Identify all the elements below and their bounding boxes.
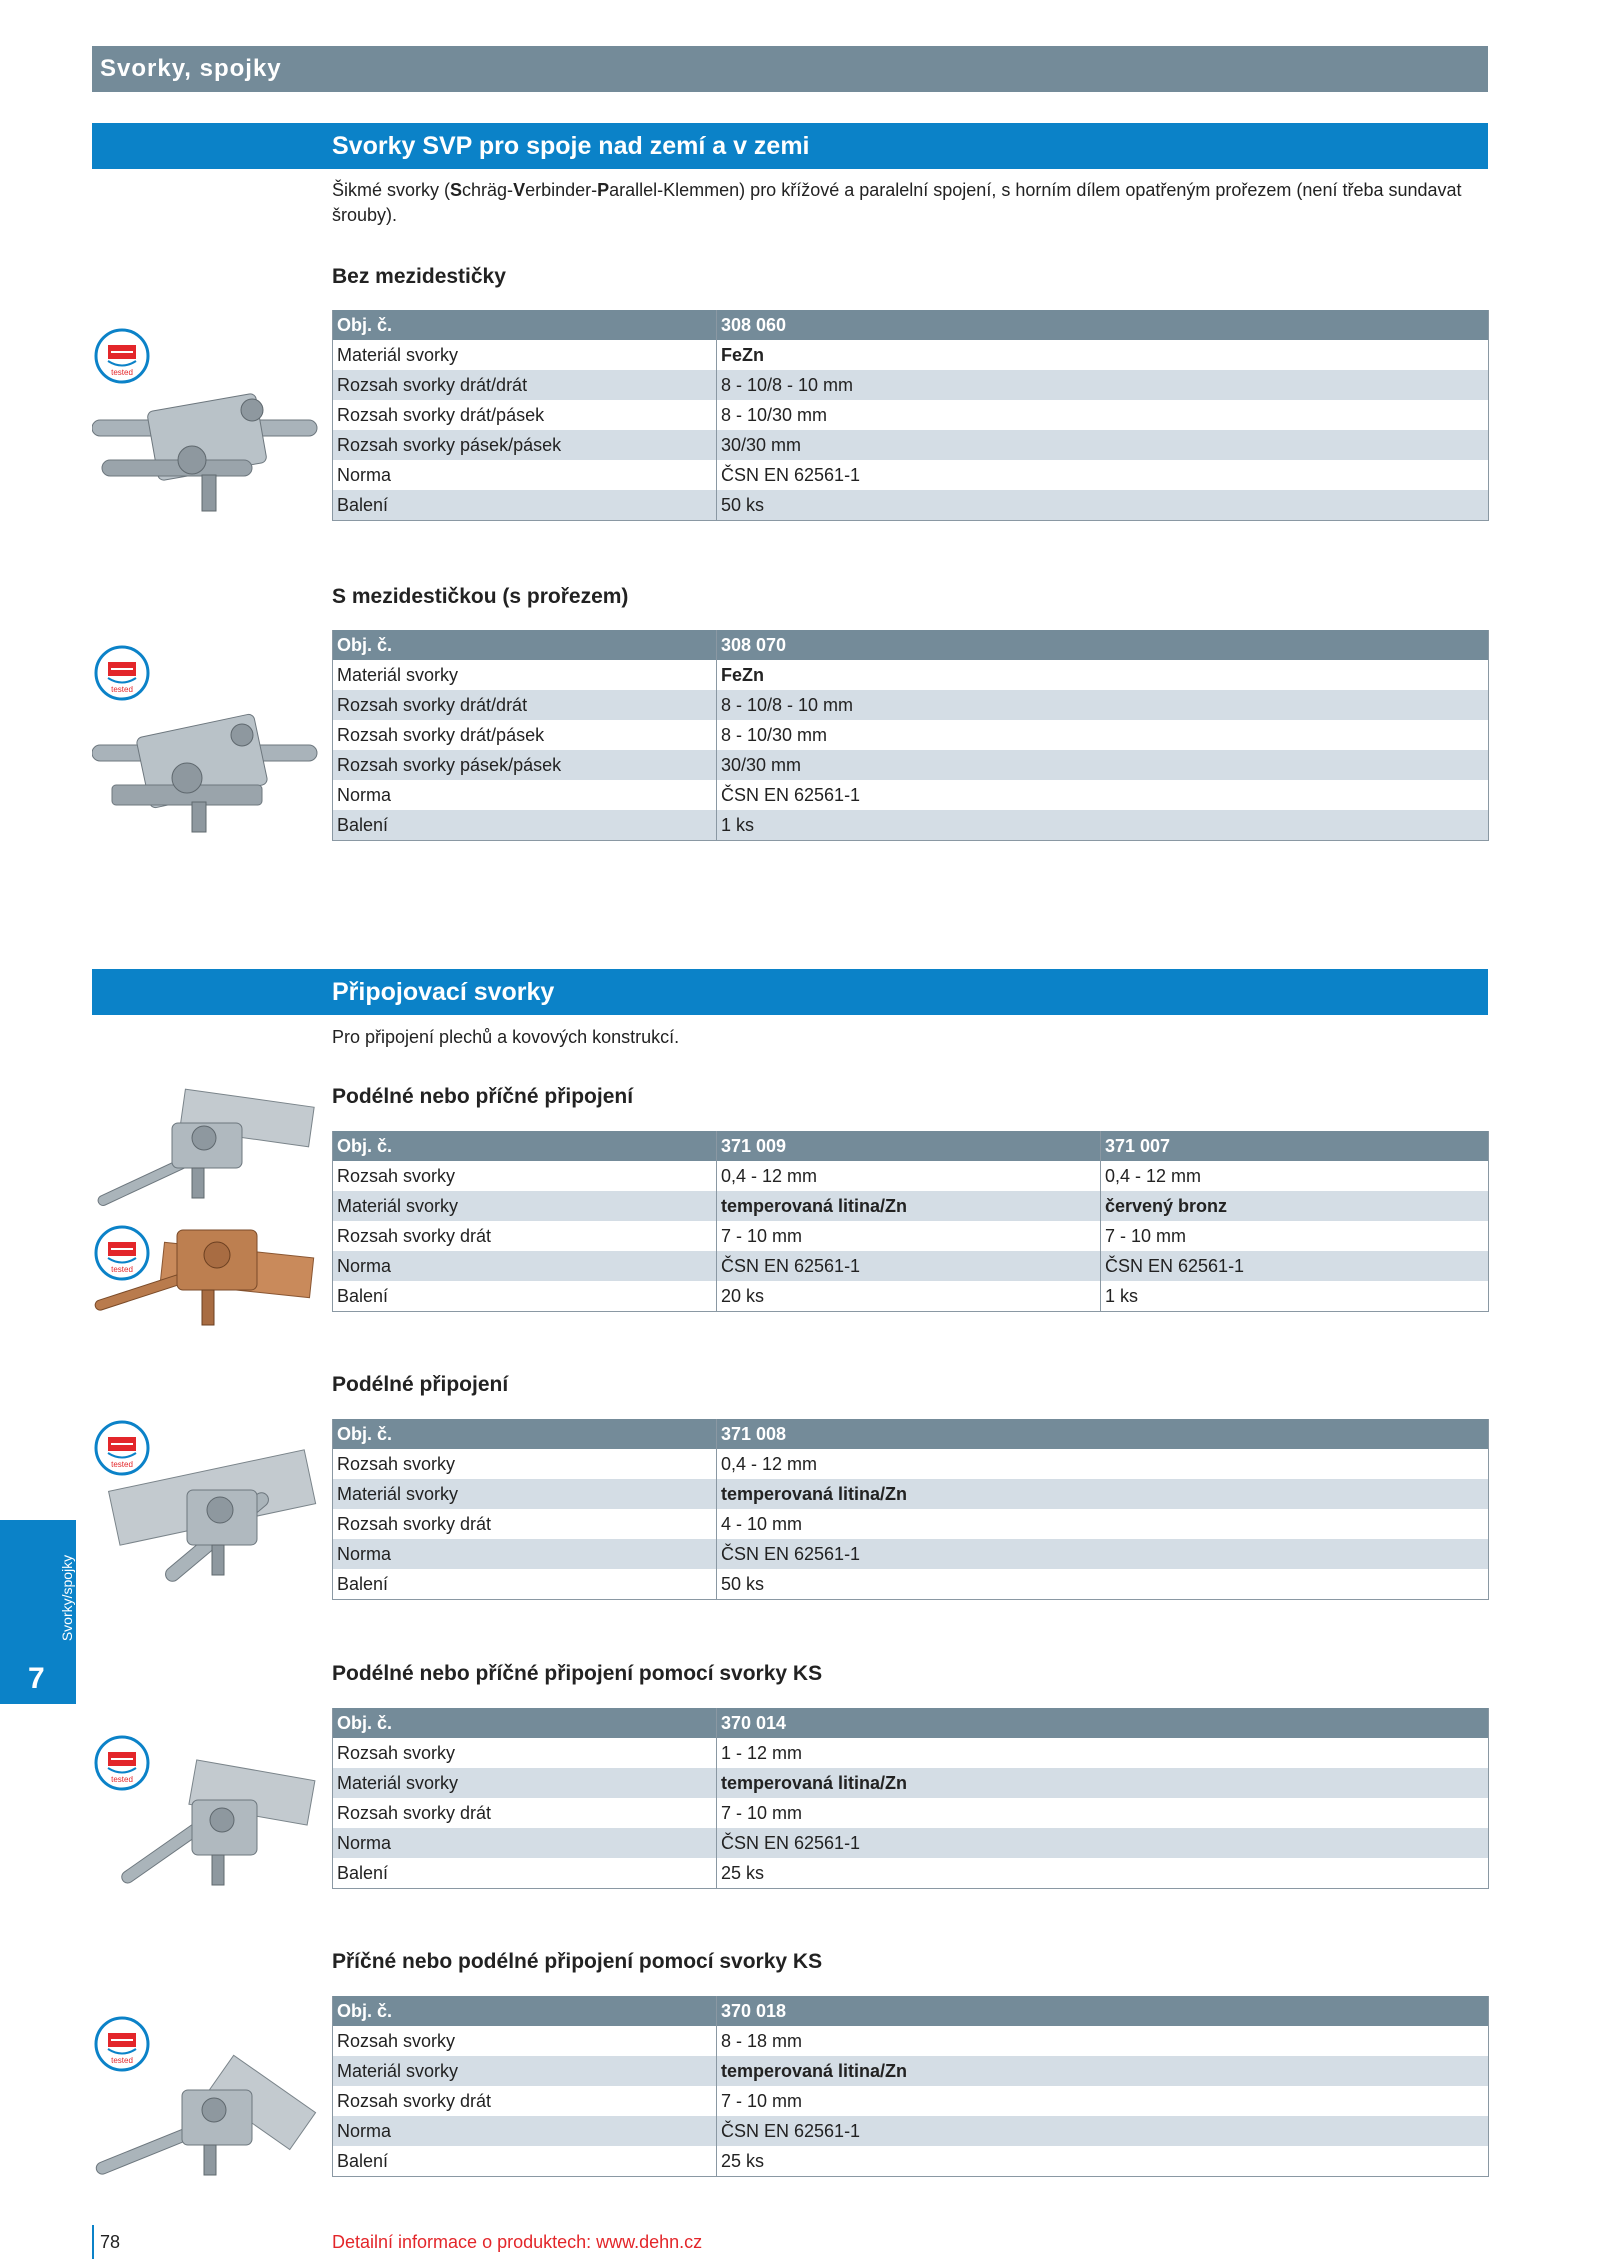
section-description: Pro připojení plechů a kovových konstrukcí. [332, 1027, 680, 1047]
table-row: Balení 1 ks [333, 810, 1489, 841]
product-image-svp-clamp [92, 380, 322, 520]
chapter-label: Svorky/spojky [59, 1554, 76, 1642]
table-row: Rozsah svorky drát 7 - 10 mm 7 - 10 mm [333, 1221, 1489, 1251]
product-image-clamp-370014 [92, 1740, 322, 1900]
product-heading: Podélné připojení [332, 1373, 509, 1396]
section-title: Svorky SVP pro spoje nad zemí a v zemi [332, 132, 810, 160]
chapter-side-tab[interactable] [0, 1520, 76, 1704]
table-row: Rozsah svorky drát/drát 8 - 10/8 - 10 mm [333, 370, 1489, 400]
chapter-number: 7 [28, 1662, 45, 1695]
table-row: Balení 25 ks [333, 2146, 1489, 2177]
svg-text:tested: tested [111, 2056, 133, 2065]
table-row: Materiál svorky temperovaná litina/Zn [333, 1479, 1489, 1509]
table-row: Obj. č. 370 014 [333, 1708, 1489, 1738]
svg-text:tested: tested [111, 368, 133, 377]
table-row: Balení 50 ks [333, 490, 1489, 521]
table-row: Obj. č. 370 018 [333, 1996, 1489, 2026]
table-row: Norma ČSN EN 62561-1 [333, 780, 1489, 810]
table-row: Rozsah svorky 1 - 12 mm [333, 1738, 1489, 1768]
table-row: Rozsah svorky 0,4 - 12 mm 0,4 - 12 mm [333, 1161, 1489, 1191]
footer-link[interactable]: Detailní informace o produktech: www.dehn.cz [332, 2232, 703, 2252]
table-row: Norma ČSN EN 62561-1 [333, 1539, 1489, 1569]
spec-table [332, 1131, 1489, 1312]
svg-text:tested: tested [111, 685, 133, 694]
product-heading: Podélné nebo příčné připojení [332, 1085, 634, 1108]
page-header: Svorky, spojky [92, 46, 1488, 92]
spec-table [332, 1996, 1489, 2177]
table-row: Rozsah svorky pásek/pásek 30/30 mm [333, 750, 1489, 780]
table-row: Materiál svorky FeZn [333, 340, 1489, 370]
table-row: Materiál svorky temperovaná litina/Zn červený bronz [333, 1191, 1489, 1221]
product-heading: Podélné nebo příčné připojení pomocí svorky KS [332, 1662, 823, 1685]
svg-text:tested: tested [111, 1775, 133, 1784]
tested-badge-icon [94, 328, 150, 384]
svg-text:tested: tested [111, 1460, 133, 1469]
footer-divider [92, 2225, 94, 2259]
table-row: Rozsah svorky pásek/pásek 30/30 mm [333, 430, 1489, 460]
spec-table [332, 310, 1489, 521]
table-row: Rozsah svorky drát/pásek 8 - 10/30 mm [333, 720, 1489, 750]
table-row: Rozsah svorky drát 7 - 10 mm [333, 2086, 1489, 2116]
table-row: Rozsah svorky drát 7 - 10 mm [333, 1798, 1489, 1828]
table-row: Rozsah svorky drát/drát 8 - 10/8 - 10 mm [333, 690, 1489, 720]
spec-table [332, 1708, 1489, 1889]
table-row: Rozsah svorky drát/pásek 8 - 10/30 mm [333, 400, 1489, 430]
table-row: Balení 20 ks 1 ks [333, 1281, 1489, 1312]
product-image-clamp-371009 [92, 1088, 322, 1208]
svg-text:tested: tested [111, 1265, 133, 1274]
table-row: Norma ČSN EN 62561-1 [333, 460, 1489, 490]
table-row: Norma ČSN EN 62561-1 [333, 2116, 1489, 2146]
table-row: Rozsah svorky drát 4 - 10 mm [333, 1509, 1489, 1539]
page-number: 78 [100, 2232, 121, 2252]
table-row: Balení 50 ks [333, 1569, 1489, 1600]
product-heading: Bez mezidestičky [332, 265, 506, 288]
table-row: Rozsah svorky 0,4 - 12 mm [333, 1449, 1489, 1479]
product-image-clamp-371007-bronze [92, 1210, 322, 1335]
table-row: Rozsah svorky 8 - 18 mm [333, 2026, 1489, 2056]
section-bar-svp [92, 123, 1488, 169]
table-row: Obj. č. 371 009 371 007 [333, 1131, 1489, 1161]
product-heading: S mezidestičkou (s prořezem) [332, 585, 629, 608]
product-heading: Příčné nebo podélné připojení pomocí svorky KS [332, 1950, 823, 1973]
table-row: Materiál svorky temperovaná litina/Zn [333, 2056, 1489, 2086]
table-row: Materiál svorky temperovaná litina/Zn [333, 1768, 1489, 1798]
product-image-svp-clamp-plate [92, 690, 322, 840]
table-row: Obj. č. 308 070 [333, 630, 1489, 660]
intro-text: Šikmé svorky (Schräg-Verbinder-Parallel-Klemmen) pro křížové a paralelní spojení, s horním dílem opatřeným prořezem (není třeba sundavat šrouby). [332, 180, 1462, 225]
product-image-clamp-371008 [92, 1440, 322, 1590]
section-title: Připojovací svorky [332, 978, 555, 1006]
table-row: Obj. č. 308 060 [333, 310, 1489, 340]
spec-table [332, 630, 1489, 841]
table-row: Norma ČSN EN 62561-1 ČSN EN 62561-1 [333, 1251, 1489, 1281]
product-image-clamp-370018 [92, 2030, 322, 2195]
table-row: Balení 25 ks [333, 1858, 1489, 1889]
table-row: Norma ČSN EN 62561-1 [333, 1828, 1489, 1858]
table-row: Obj. č. 371 008 [333, 1419, 1489, 1449]
spec-table [332, 1419, 1489, 1600]
section-bar-pripojovaci [92, 969, 1488, 1015]
table-row: Materiál svorky FeZn [333, 660, 1489, 690]
